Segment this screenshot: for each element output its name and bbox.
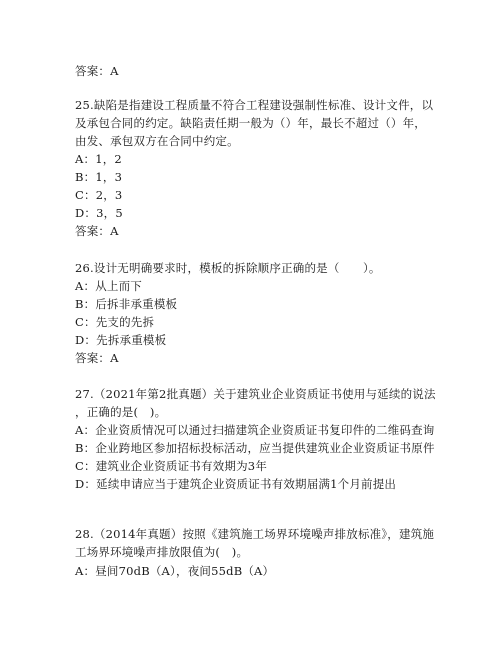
option-b: B：后拆非承重模板 xyxy=(75,297,178,311)
option-d: D：延续申请应当于建筑企业资质证书有效期届满1个月前提出 xyxy=(75,477,397,491)
question-25-text-line-2: 及承包合同的约定。缺陷责任期一般为（）年，最长不超过（）年， xyxy=(75,116,426,130)
question-28-text-line-1: 28.（2014年真题）按照《建筑施工场界环境噪声排放标准》，建筑施 xyxy=(75,527,435,541)
option-b: B：1，3 xyxy=(75,170,123,184)
answer-line: 答案：A xyxy=(75,64,119,78)
option-b: B：企业跨地区参加招标投标活动，应当提供建筑业企业资质证书原件 xyxy=(75,441,435,455)
question-25-text-line-3: 由发、承包双方在合同中约定。 xyxy=(75,134,239,148)
option-c: C：建筑业企业资质证书有效期为3年 xyxy=(75,459,268,473)
question-25-text-line-1: 25.缺陷是指建设工程质量不符合工程建设强制性标准、设计文件，以 xyxy=(75,98,434,112)
question-27-text-line-1: 27.（2021年第2批真题）关于建筑业企业资质证书使用与延续的说法 xyxy=(75,387,436,401)
option-c: C：先支的先拆 xyxy=(75,315,155,329)
question-27-text-line-2: ，正确的是( )。 xyxy=(75,405,167,419)
answer-line: 答案：A xyxy=(75,351,119,365)
option-a: A：昼间70dB（A），夜间55dB（A） xyxy=(75,564,275,578)
question-26-text-line-1: 26.设计无明确要求时，模板的拆除顺序正确的是（ ）。 xyxy=(75,261,381,275)
option-d: D：先拆承重模板 xyxy=(75,333,167,347)
question-28-text-line-2: 工场界环境噪声排放限值为( )。 xyxy=(75,545,249,559)
option-c: C：2，3 xyxy=(75,188,123,202)
option-a: A：1，2 xyxy=(75,152,122,166)
option-a: A：企业资质情况可以通过扫描建筑企业资质证书复印件的二维码查询 xyxy=(75,423,435,437)
option-a: A：从上而下 xyxy=(75,279,143,293)
option-d: D：3，5 xyxy=(75,206,123,220)
answer-line: 答案：A xyxy=(75,224,119,238)
